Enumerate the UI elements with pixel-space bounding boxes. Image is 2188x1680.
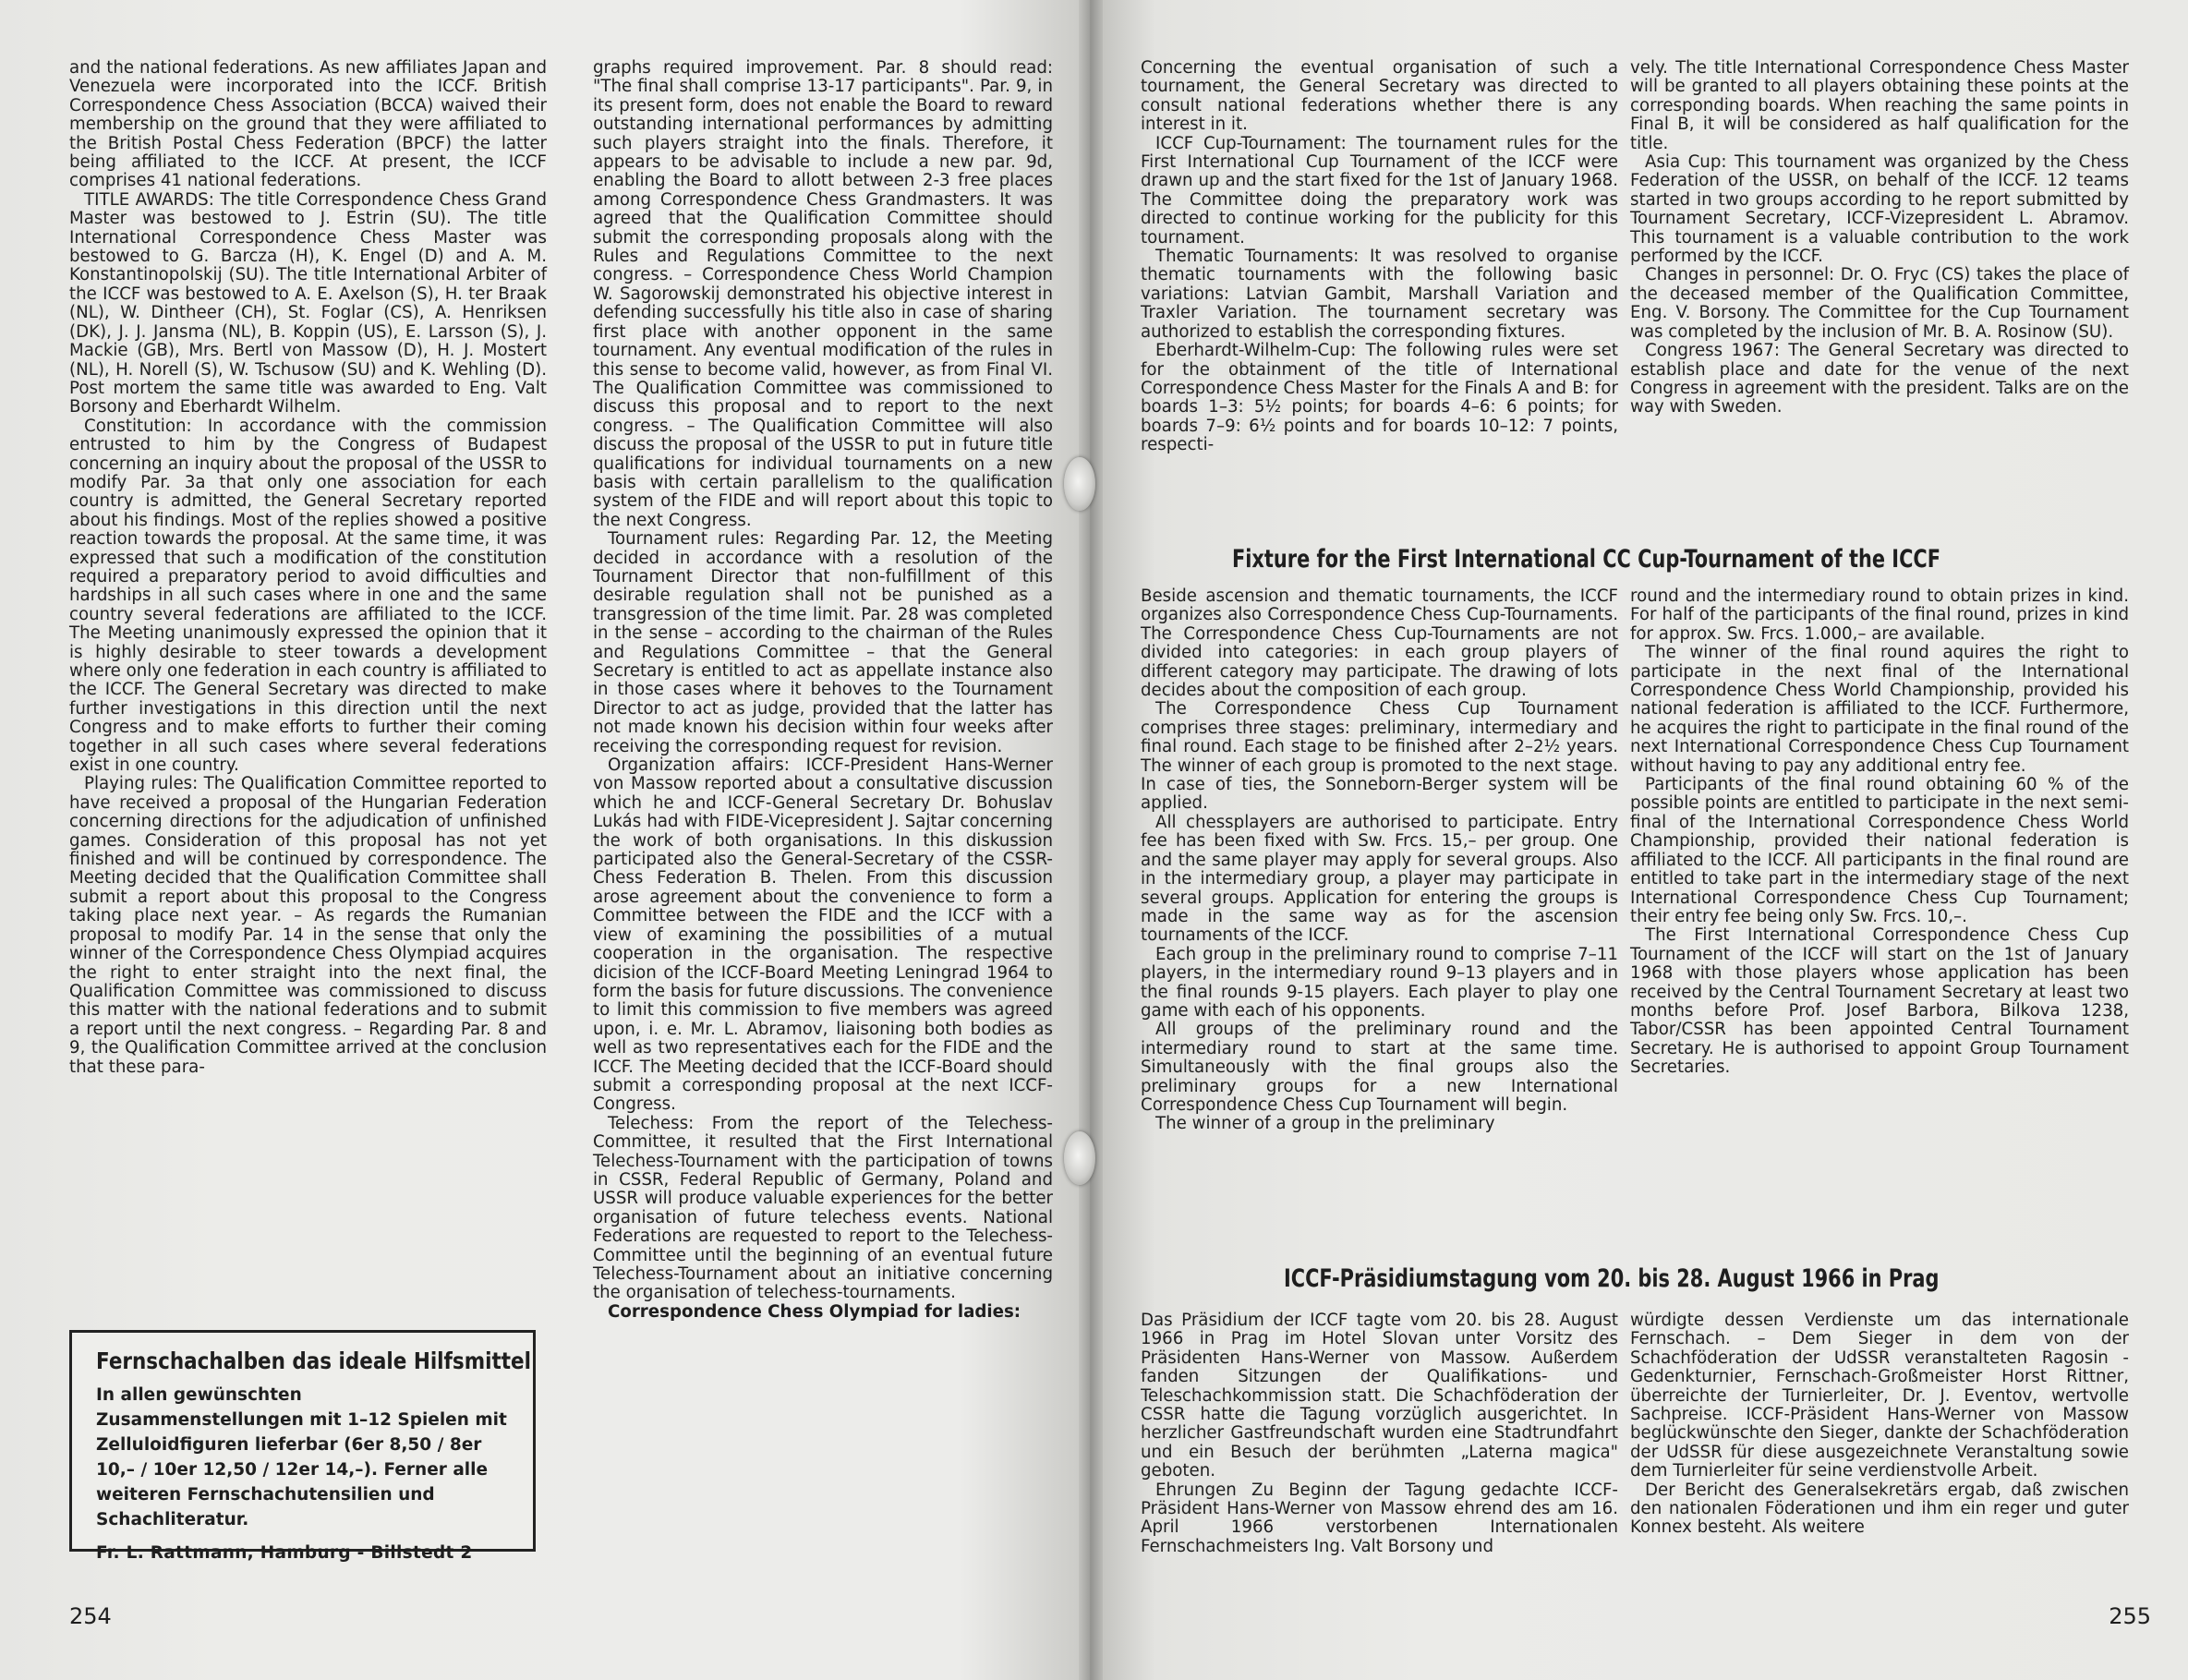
right-page <box>1090 0 2188 1680</box>
paragraph: Beside ascension and thematic tournaments, the ICCF organizes also Correspondence Chess Cup-Tournaments. The Correspondence Chess Cup-Tournaments are not divided into categories: in each group players of different category may participate. The drawing of lots decides about the composition of each group. <box>1141 586 1618 701</box>
left-column-2 <box>593 59 1053 1322</box>
left-page <box>0 0 1090 1680</box>
paragraph: Der Bericht des Generalsekretärs ergab, daß zwischen den nationalen Föderationen und ihm ein reger und guter Konnex besteht. Als weitere <box>1630 1480 2129 1538</box>
paragraph: Concerning the eventual organisation of such a tournament, the General Secretary was directed to consult national federations whether there is any interest in it. <box>1141 58 1618 135</box>
book-spine-shadow <box>1079 0 1103 1680</box>
paragraph: Each group in the preliminary round to comprise 7–11 players, in the intermediary round 9–13 players and in the final rounds 9-15 players. Each player to play one game with each of his opponents. <box>1141 944 1618 1021</box>
ad-body: In allen gewünschten Zusammenstellungen mit 1–12 Spielen mit Zelluloidfiguren lieferbar (6er 8,50 / 8er 10,– / 10er 12,50 / 12er 14,–). Ferner alle weiteren Fernschachutensilien und Schachliteratur. <box>96 1385 507 1529</box>
paragraph: Organization affairs: ICCF-President Hans-Werner von Massow reported about a consultative discussion which he and ICCF-General Secretary Dr. Bohuslav Lukás had with FIDE-Vicepresident J. Sajtar concerning the work of both organisations. In this diskussion participated also the General-Secretary of the CSSR-Chess Federation B. Thelen. From this discussion arose agreement about the convenience to form a Committee between the FIDE and the ICCF with a view of examining the possibilities of a mutual cooperation in the organisation. The respective dicision of the ICCF-Board Meeting Leningrad 1964 to form the basis for future discussions. The convenience to limit this commission to five members was agreed upon, i. e. Mr. L. Abramov, liaisoning both bodies as well as two representatives each for the FIDE and the ICCF. The Meeting decided that the ICCF-Board should submit a corresponding proposal at the next ICCF-Congress. <box>593 755 1053 1115</box>
paragraph-heading: Correspondence Chess Olympiad for ladies: <box>608 1301 1021 1322</box>
paragraph: graphs required improvement. Par. 8 should read: "The final shall comprise 13-17 participants". Par. 9, in its present form, does not enable the Board to reward outstanding international performances by admitting such players straight into the finals. Therefore, it appears to be advisable to include a new par. 9d, enabling the Board to allott between 2-3 free places among Correspondence Chess Grandmasters. It was agreed that the Qualification Committee should submit the corresponding proposals along with the Rules and Regulations Committee to the next congress. – Correspondence Chess World Champion W. Sagorowskij demonstrated his objective interest in defending successfully his title also in case of sharing first place with another opponent in the same tournament. Any eventual modification of the rules in this sense to become valid, however, as from Final VI. The Qualification Committee was commissioned to discuss this proposal and to report to the next congress. – The Qualification Committee will also discuss the proposal of the USSR to put in future title qualifications for individual tournaments on a new basis with certain parallelism to the qualification system of the FIDE and will report about this topic to the next Congress. <box>593 58 1053 530</box>
paragraph: The winner of the final round aquires the right to participate in the next final of the International Correspondence Chess World Championship, provided his national federation is affiliated to the ICCF. Furthermore, he acquires the right to participate in the final round of the next International Correspondence Chess Cup Tournament without having to pay any additional entry fee. <box>1630 643 2129 776</box>
paragraph: All groups of the preliminary round and the intermediary round to start at the same time. Simultaneously with the final groups also the preliminary groups for a new International Correspondence Chess Cup Tournament will begin. <box>1141 1020 1618 1115</box>
paragraph: würdigte dessen Verdienste um das internationale Fernschach. – Dem Sieger in dem von der Schachföderation der UdSSR veranstalteten Ragosin - Gedenkturnier, Fernschach-Großmeister Horst Rittner, überreichte der Turnierleiter, Dr. J. Eventov, wertvolle Sachpreise. ICCF-Präsident Hans-Werner von Massow beglückwünschte den Sieger, dankte der Schachföderation der UdSSR für diese ausgezeichnete Veranstaltung sowie dem Turnierleiter für seine verdienstvolle Arbeit. <box>1630 1311 2129 1481</box>
paragraph: vely. The title International Correspondence Chess Master will be granted to all players obtaining these points at the corresponding boards. When reaching the same points in Final B, it will be considered as half qualification for the title. <box>1630 58 2129 153</box>
paragraph: Tournament rules: Regarding Par. 12, the Meeting decided in accordance with a resolution of the Tournament Director that non-fulfillment of this desirable regulation shall not be punished as a transgression of the time limit. Par. 28 was completed in the sense – according to the chairman of the Rules and Regulations Committee – that the General Secretary is entitled to act as appellate instance also in those cases where it behoves to the Tournament Director to act as judge, provided that the latter has not made known his decision within four weeks after receiving the corresponding request for revision. <box>593 529 1053 756</box>
paragraph: The Correspondence Chess Cup Tournament comprises three stages: preliminary, intermediary and final round. Each stage to be finished after 2–2½ years. The winner of each group is promoted to the next stage. In case of ties, the Sonneborn-Berger system will be applied. <box>1141 699 1618 814</box>
section1-column-2 <box>1630 587 2129 1078</box>
paragraph: and the national federations. As new affiliates Japan and Venezuela were incorporated into the ICCF. British Correspondence Chess Association (BCCA) waived their membership on the ground that they were affiliated to the British Postal Chess Federation (BPCF) the latter being affiliated to the ICCF. At present, the ICCF comprises 41 national federations. <box>69 58 547 191</box>
left-column-1 <box>69 59 547 1077</box>
section1-column-1 <box>1141 587 1618 1134</box>
ad-signature: Fr. L. Rattmann, Hamburg - Billstedt 2 <box>96 1543 473 1563</box>
section-heading-cup-fixture: Fixture for the First International CC Cup-Tournament of the ICCF <box>1232 545 1941 574</box>
paragraph: Das Präsidium der ICCF tagte vom 20. bis 28. August 1966 in Prag im Hotel Slovan unter Vorsitz des Präsidenten Hans-Werner von Massow. Außerdem fanden Sitzungen der Qualifikations- und Teleschachkommission statt. Die Schachföderation der CSSR hatte die Tagung vorzüglich ausgerichtet. In herzlicher Gastfreundschaft wurden eine Stadtrundfahrt und ein Besuch der berühmten „Laterna magica" geboten. <box>1141 1311 1618 1481</box>
paragraph: Asia Cup: This tournament was organized by the Chess Federation of the USSR, on behalf of the ICCF. 12 teams started in two groups according to he report submitted by Tournament Secretary, ICCF-Vizepresident L. Abramov. This tournament is a valuable contribution to the work performed by the ICCF. <box>1630 152 2129 267</box>
paragraph: ICCF Cup-Tournament: The tournament rules for the First International Cup Tournament of the ICCF were drawn up and the start fixed for the 1st of January 1968. The Committee doing the preparatory work was directed to continue working for the publicity for this tournament. <box>1141 133 1618 248</box>
paragraph: Participants of the final round obtaining 60 % of the possible points are entitled to participate in the next semi-final of the International Correspondence Chess World Championship, provided their national federation is affiliated to the ICCF. All participants in the final round are entitled to take part in the intermediary stage of the next International Correspondence Chess Cup Tournament; their entry fee being only Sw. Frcs. 10,–. <box>1630 775 2129 926</box>
paragraph: Constitution: In accordance with the commission entrusted to him by the Congress of Budapest concerning an inquiry about the proposal of the USSR to modify Par. 3a that only one association for each country is admitted, the General Secretary reported about his findings. Most of the replies showed a positive reaction towards the proposal. At the same time, it was expressed that such a modification of the constitution required a preparatory period to avoid difficulties and hardships in all such cases where in one and the same country several federations are affiliated to the ICCF. The Meeting unanimously expressed the opinion that it is highly desirable to steer towards a development where only one federation in each country is affiliated to the ICCF. The General Secretary was directed to make further investigations in this direction until the next Congress and to make efforts to further their coming together in all such cases where several federations exist in one country. <box>69 416 547 776</box>
paragraph: Playing rules: The Qualification Committee reported to have received a proposal of the Hungarian Federation concerning directions for the adjudication of unfinished games. Consideration of this proposal has not yet finished and will be continued by correspondence. The Meeting decided that the Qualification Committee shall submit a report about this proposal to the Congress taking place next year. – As regards the Rumanian proposal to modify Par. 14 in the sense that only the winner of the Correspondence Chess Olympiad acquires the right to enter straight into the next final, the Qualification Committee was commissioned to discuss this matter with the national federations and to submit a report until the next congress. – Regarding Par. 8 and 9, the Qualification Committee arrived at the conclusion that these para- <box>69 774 547 1077</box>
paragraph: Eberhardt-Wilhelm-Cup: The following rules were set for the obtainment of the title of International Correspondence Chess Master for the Finals A and B: for boards 1–3: 5½ points; for boards 4–6: 6 points; for boards 7–9: 6½ points and for boards 10–12: 7 points, respecti- <box>1141 341 1618 455</box>
paragraph: TITLE AWARDS: The title Correspondence Chess Grand Master was bestowed to J. Estrin (SU). The title International Correspondence Chess Master was bestowed to G. Barcza (H), K. Engel (D) and A. M. Konstantinopolskij (SU). The title International Arbiter of the ICCF was bestowed to A. E. Axelson (S), H. ter Braak (NL), W. Dintheer (CH), St. Foglar (CS), A. Henriksen (DK), J. J. Jansma (NL), B. Koppin (US), E. Larsson (S), J. Mackie (GB), Mrs. Bertl von Massow (D), H. J. Mostert (NL), H. Norell (S), W. Tschusow (SU) and K. Wehling (D). Post mortem the same title was awarded to Eng. Valt Borsony and Eberhardt Wilhelm. <box>69 189 547 417</box>
page-number-right: 255 <box>2109 1603 2151 1629</box>
paragraph: Changes in personnel: Dr. O. Fryc (CS) takes the place of the deceased member of the Qualification Committee, Eng. V. Borsony. The Committee for the Cup Tournament was completed by the inclusion of Mr. B. A. Rosinow (SU). <box>1630 265 2129 342</box>
paragraph: The winner of a group in the preliminary <box>1155 1114 1495 1134</box>
right-column-1 <box>1141 59 1618 455</box>
binding-hole <box>1064 457 1095 511</box>
paragraph: Congress 1967: The General Secretary was directed to establish place and date for the venue of the next Congress in agreement with the president. Talks are on the way with Sweden. <box>1630 341 2129 417</box>
section2-column-2 <box>1630 1311 2129 1538</box>
paragraph: Ehrungen Zu Beginn der Tagung gedachte ICCF-Präsident Hans-Werner von Massow ehrend des am 16. April 1966 verstorbenen Internationalen Fernschachmeisters Ing. Valt Borsony und <box>1141 1480 1618 1556</box>
binding-hole <box>1064 1131 1095 1185</box>
section-heading-praesidiumstagung: ICCF-Präsidiumstagung vom 20. bis 28. August 1966 in Prag <box>1284 1264 1940 1293</box>
paragraph: Thematic Tournaments: It was resolved to organise thematic tournaments with the following basic variations: Latvian Gambit, Marshall Variation and Traxler Variation. The tournament secretary was authorized to establish the corresponding fixtures. <box>1141 247 1618 342</box>
paragraph: All chessplayers are authorised to participate. Entry fee has been fixed with Sw. Frcs. 15,– per group. One and the same player may apply for several groups. Also in the intermediary group, a player may participate in several groups. Application for entering the groups is made in the same way as for the ascension tournaments of the ICCF. <box>1141 812 1618 946</box>
advertisement-box <box>69 1330 536 1563</box>
right-column-2 <box>1630 59 2129 417</box>
paragraph: The First International Correspondence Chess Cup Tournament of the ICCF will start on the 1st of January 1968 with those players whose application has been received by the Central Tournament Secretary at least two months before Prof. Josef Barbora, Bilkova 1238, Tabor/CSSR has been appointed Central Tournament Secretary. He is authorised to appoint Group Tournament Secretaries. <box>1630 925 2129 1078</box>
paragraph: round and the intermediary round to obtain prizes in kind. For half of the participants of the final round, prizes in kind for approx. Sw. Frcs. 1.000,– are available. <box>1630 586 2129 644</box>
paragraph: Telechess: From the report of the Telechess-Committee, it resulted that the First International Telechess-Tournament with the participation of towns in CSSR, Federal Republic of Germany, Poland and USSR will produce valuable experiences for the better organisation of future telechess events. National Federations are requested to report to the Telechess-Committee until the beginning of an eventual future Telechess-Tournament about an initiative concerning the organisation of telechess-tournaments. <box>593 1113 1053 1303</box>
section2-column-1 <box>1141 1311 1618 1556</box>
ad-title: Fernschachalben das ideale Hilfsmittel <box>96 1348 531 1374</box>
page-number-left: 254 <box>69 1603 112 1629</box>
